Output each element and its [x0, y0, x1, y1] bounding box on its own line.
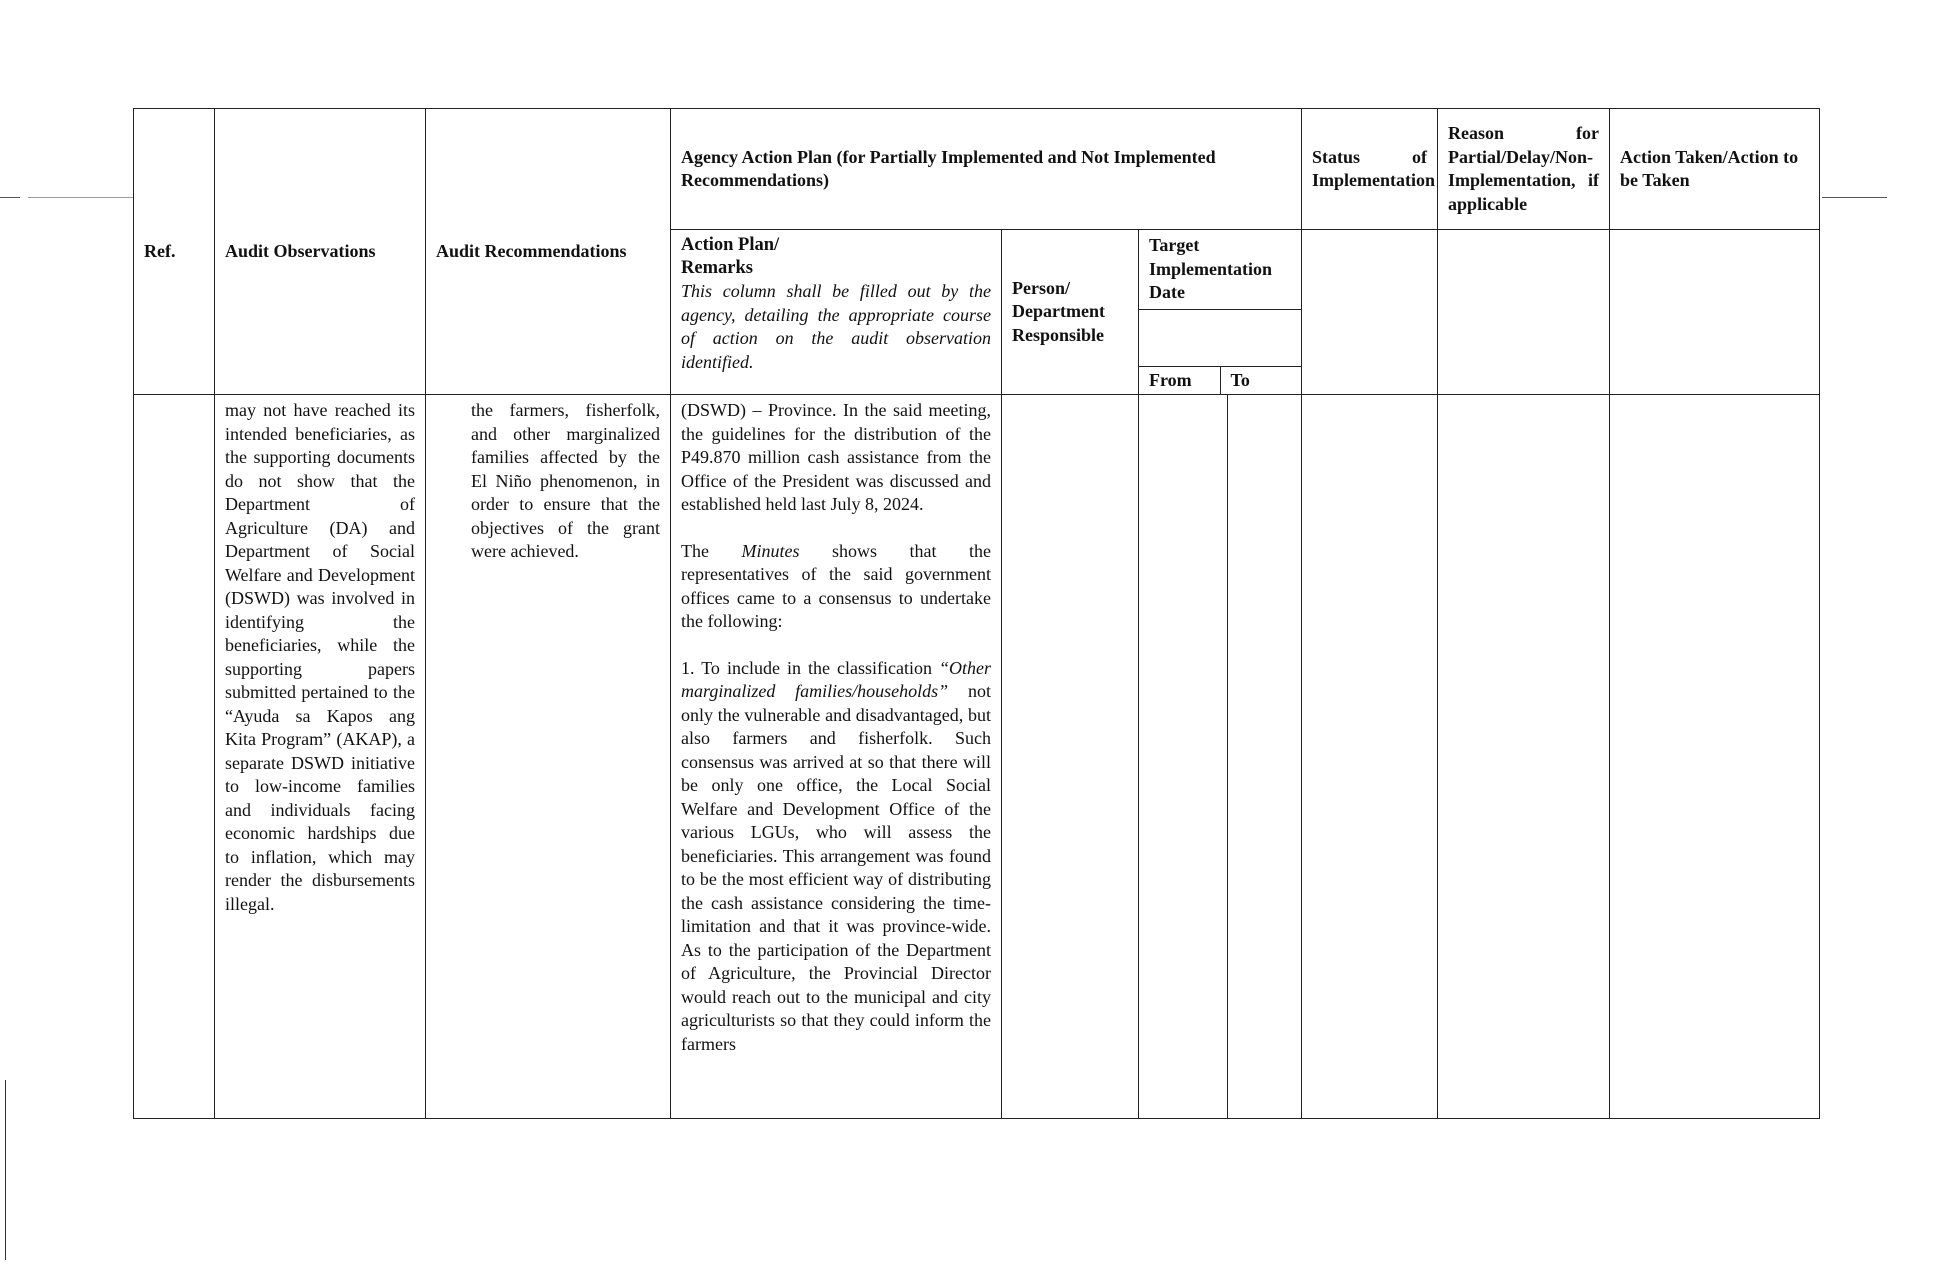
header-row-top — [134, 109, 1820, 230]
scan-line-right — [1822, 197, 1887, 198]
scan-line-left-2 — [28, 197, 133, 198]
to-header: To — [1220, 366, 1301, 394]
reason-cell — [1438, 395, 1610, 1119]
agency-action-plan-header: Agency Action Plan (for Partially Implemented and Not Implemented Recommendations) — [671, 109, 1302, 230]
action-plan-cell — [671, 395, 1002, 1119]
audit-table — [133, 108, 1820, 1119]
para3-rest: not only the vulnerable and disadvantaged, but also farmers and fisherfolk. Such consensus was arrived at so that there will be only one office, the Local Social Welfare and Development Office of the various LGUs, who will assess the beneficiaries. This arrangement was found to be the most efficient way of distributing the cash assistance considering the time-limitation and that it was province-wide. As to the participation of the Department of Agriculture, the Provincial Director would reach out to the municipal and city agriculturists so that they could inform the farmers — [681, 681, 991, 1054]
action-plan-note: This column shall be filled out by the agency, detailing the appropriate course of action on the audit observation identified. — [681, 281, 991, 372]
target-date-header: Target Implementation Date — [1139, 230, 1302, 310]
from-cell — [1139, 395, 1228, 1119]
action-plan-paragraph-3 — [681, 657, 991, 1057]
para3-lead: 1. To include in the classification — [681, 657, 939, 678]
audit-recommendation-cell: the farmers, fisherfolk, and other marginalized families affected by the El Niño phenomenon, in order to ensure that the objectives of the grant were achieved. — [426, 395, 671, 1119]
ref-cell — [134, 395, 215, 1119]
action-taken-cell — [1610, 395, 1820, 1119]
scan-margin-mark — [5, 1080, 6, 1260]
from-header: From — [1139, 366, 1220, 394]
action-plan-title: Action Plan/ — [681, 235, 780, 255]
action-taken-sub-cell — [1610, 230, 1820, 395]
para3-italic: “Other marginalized families/households” — [681, 657, 991, 701]
from-to-subtable — [1139, 310, 1301, 395]
audit-observations-header: Audit Observations — [215, 109, 426, 395]
reason-sub-cell — [1438, 230, 1610, 395]
action-plan-paragraph-1: (DSWD) – Province. In the said meeting, the guidelines for the distribution of the P49.870 million cash assistance from the Office of the President was discussed and established held last July 8, 2024. — [681, 400, 991, 514]
status-sub-cell — [1302, 230, 1438, 395]
person-responsible-header: Person/ Department Responsible — [1002, 230, 1139, 395]
to-cell — [1228, 395, 1302, 1119]
audit-recommendations-header: Audit Recommendations — [426, 109, 671, 395]
action-taken-header: Action Taken/Action to be Taken — [1610, 109, 1820, 230]
reason-header: Reason for Partial/Delay/Non-Implementation, if applicable — [1438, 109, 1610, 230]
action-plan-header — [671, 230, 1002, 395]
table-row — [134, 395, 1820, 1119]
remarks-title: Remarks — [681, 258, 753, 278]
action-plan-paragraph-2 — [681, 540, 991, 634]
para2-lead: The — [681, 540, 742, 561]
status-header: Status of Implementation — [1302, 109, 1438, 230]
para2-rest: shows that the representatives of the said government offices came to a consensus to undertake the following: — [681, 540, 992, 631]
status-cell — [1302, 395, 1438, 1119]
ref-header: Ref. — [134, 109, 215, 395]
date-gap-spacer — [1139, 310, 1301, 367]
para2-italic: Minutes — [741, 540, 800, 561]
scan-line-left — [0, 197, 20, 198]
audit-observation-cell: may not have reached its intended beneficiaries, as the supporting documents do not show that the Department of Agriculture (DA) and Department of Social Welfare and Development (DSWD) was involved in identifying the beneficiaries, while the supporting papers submitted pertained to the “Ayuda sa Kapos ang Kita Program” (AKAP), a separate DSWD initiative to low-income families and individuals facing economic hardships due to inflation, which may render the disbursements illegal. — [215, 395, 426, 1119]
target-date-gap — [1139, 309, 1302, 395]
person-responsible-cell — [1002, 395, 1139, 1119]
